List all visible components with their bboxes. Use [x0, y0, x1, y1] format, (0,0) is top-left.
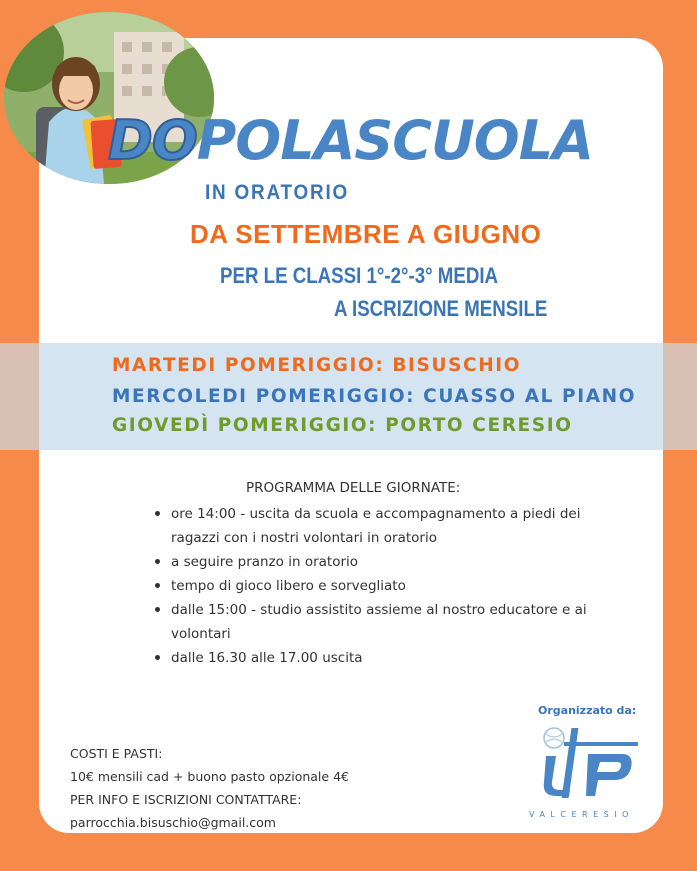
program-item: dalle 15:00 - studio assistito assieme al nostro educatore e ai volontari [152, 598, 592, 646]
contact-email[interactable]: parrocchia.bisuschio@gmail.com [70, 815, 276, 830]
program-title: PROGRAMMA DELLE GIORNATE: [246, 480, 461, 496]
organizer-label: Organizzato da: [538, 704, 637, 717]
program-item: a seguire pranzo in oratorio [152, 550, 592, 574]
program-list [152, 502, 592, 670]
main-title [108, 108, 668, 174]
classes-subtitle: PER LE CLASSI 1°-2°-3° MEDIA [220, 263, 499, 288]
title-rest: POLASCUOLA [196, 109, 593, 172]
schedule-wednesday: MERCOLEDI POMERIGGIO: CUASSO AL PIANO [112, 386, 637, 407]
location-subtitle: IN ORATORIO [205, 181, 350, 204]
schedule-thursday: GIOVEDÌ POMERIGGIO: PORTO CERESIO [112, 415, 573, 436]
contact-heading: PER INFO E ISCRIZIONI CONTATTARE: [70, 792, 302, 807]
period-subtitle: DA SETTEMBRE A GIUGNO [190, 219, 542, 249]
logo-subtitle: VALCERESIO [529, 810, 634, 819]
title-highlight: DO [108, 109, 197, 172]
schedule-tuesday: MARTEDI POMERIGGIO: BISUSCHIO [112, 355, 522, 376]
costs-section [70, 742, 349, 834]
program-item: ore 14:00 - uscita da scuola e accompagnamento a piedi dei ragazzi con i nostri volontari in oratorio [152, 502, 592, 550]
program-item: dalle 16.30 alle 17.00 uscita [152, 646, 592, 670]
costs-heading: COSTI E PASTI: [70, 746, 163, 761]
enrollment-subtitle: A ISCRIZIONE MENSILE [334, 296, 548, 321]
band-edge-right [663, 343, 697, 450]
costs-price: 10€ mensili cad + buono pasto opzionale 4€ [70, 769, 349, 784]
tup-logo [526, 724, 638, 812]
program-item: tempo di gioco libero e sorvegliato [152, 574, 592, 598]
band-edge-left [0, 343, 39, 450]
